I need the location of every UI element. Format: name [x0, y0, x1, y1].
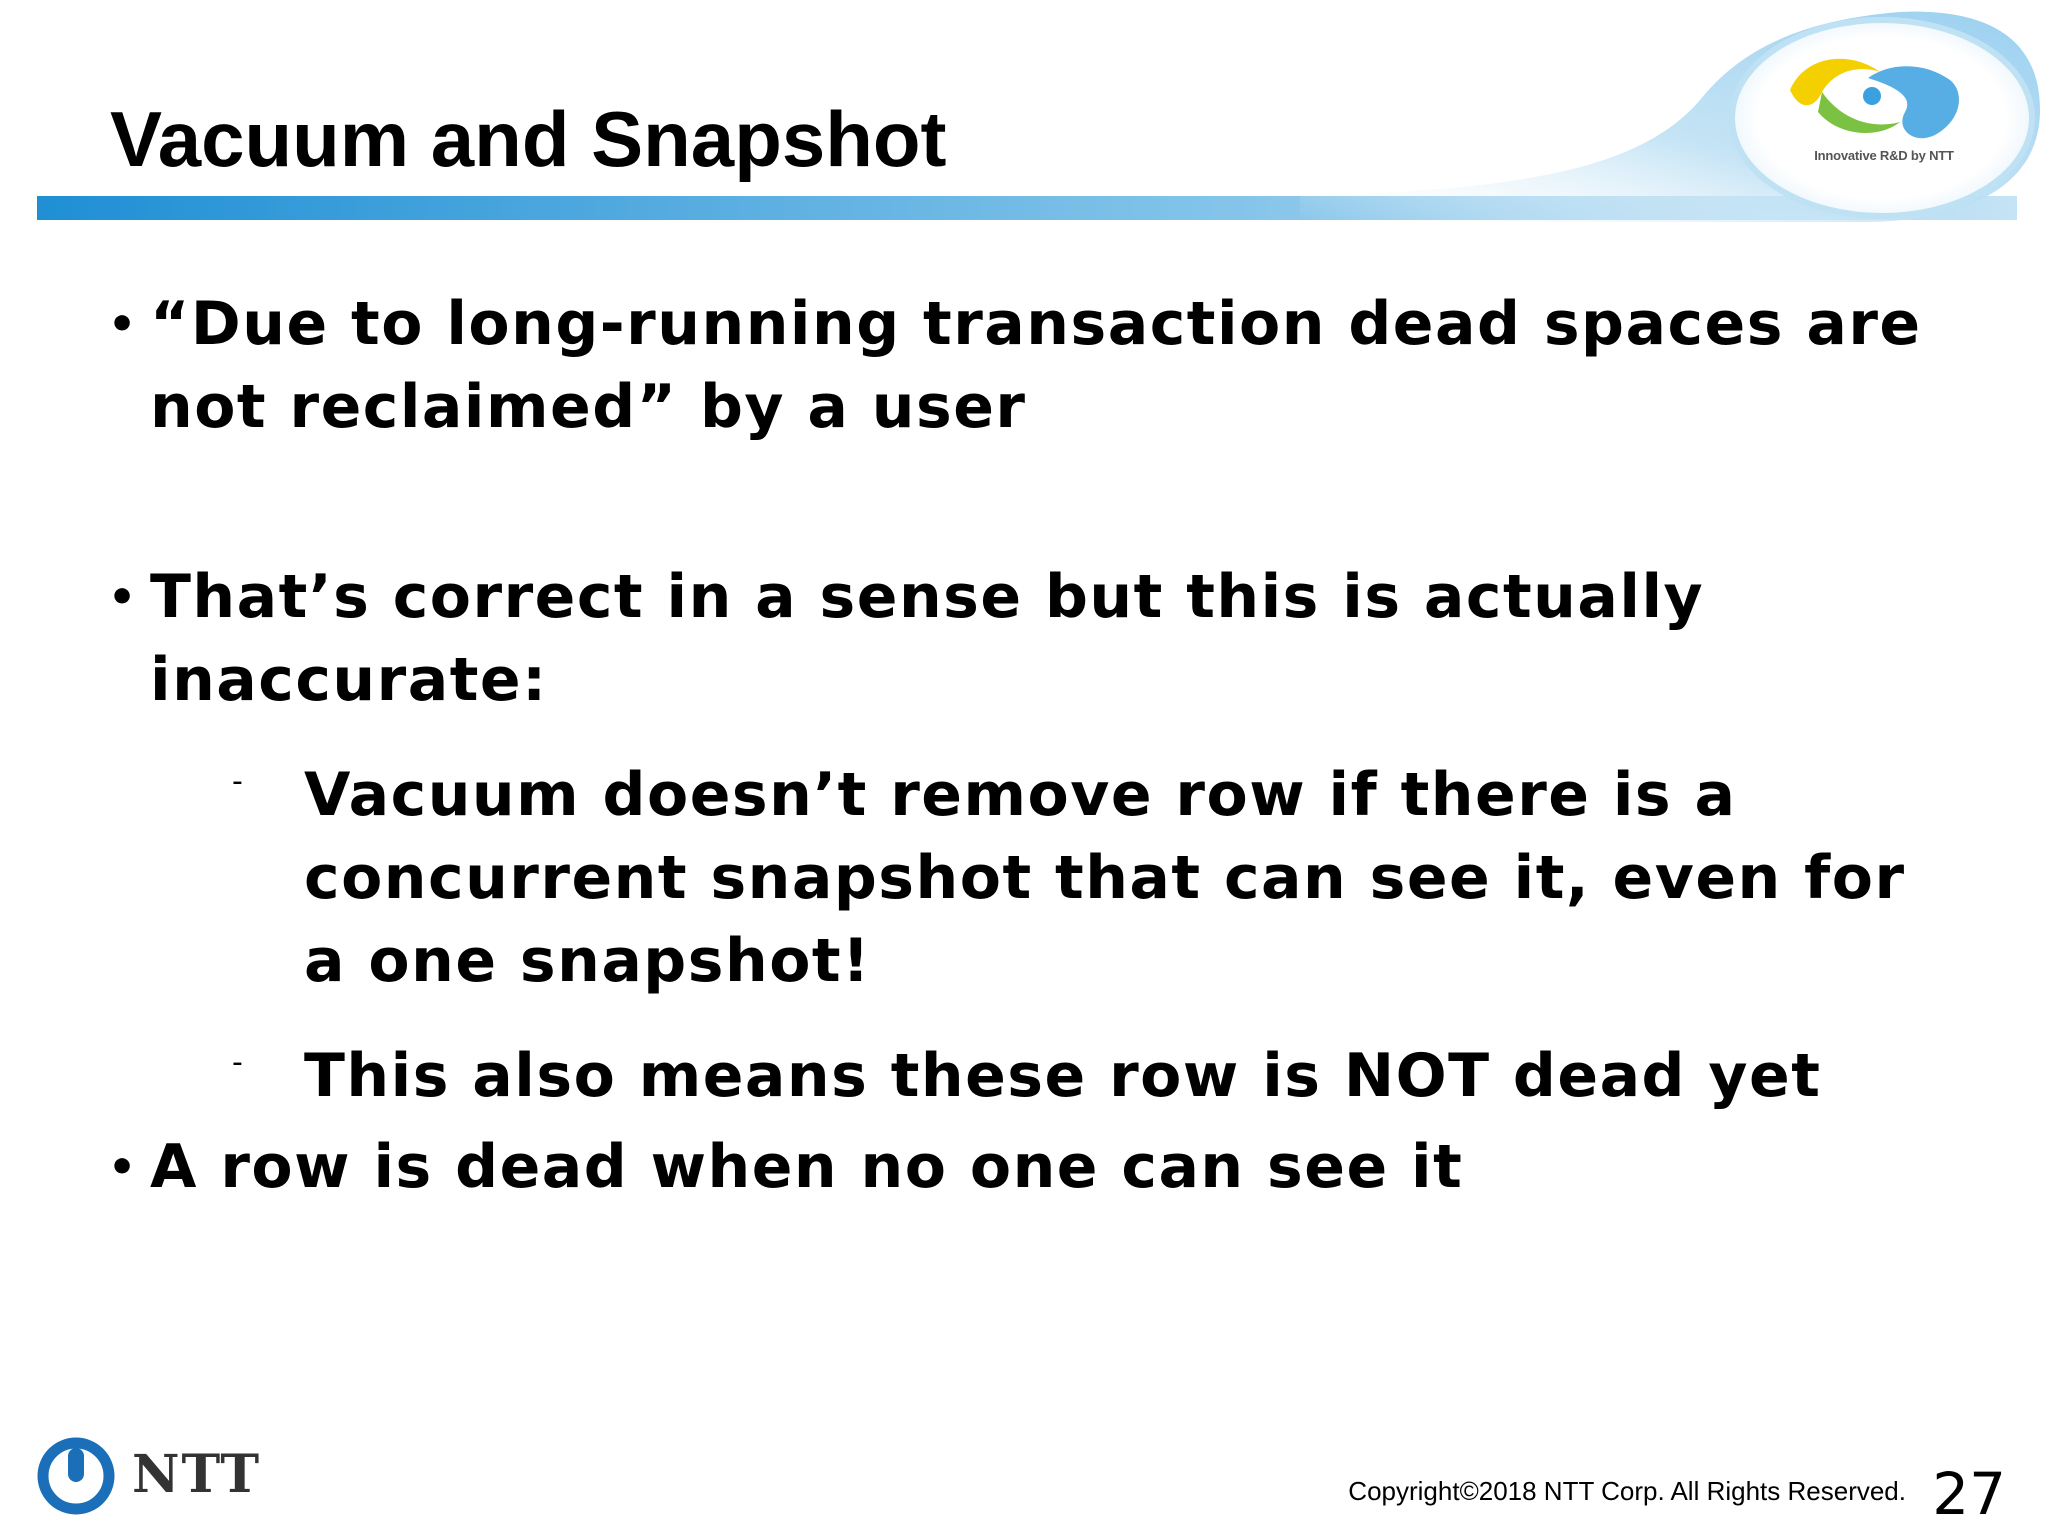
ntt-ring-logo-icon — [36, 1436, 116, 1516]
ntt-logo — [36, 1436, 262, 1516]
badge-caption: Innovative R&D by NTT — [1814, 148, 1954, 163]
ntt-wordmark: NTT — [132, 1444, 262, 1505]
bullet-icon: • — [108, 572, 138, 623]
dash-icon: - — [232, 764, 245, 799]
dash-icon: - — [232, 1045, 245, 1080]
bullet-icon: • — [108, 1142, 138, 1193]
bullet-text: That’s correct in a sense but this is actually inaccurate: — [150, 562, 1705, 715]
page-number: 27 — [1932, 1460, 2006, 1528]
sub-bullet-text: This also means these row is NOT dead yet — [304, 1041, 1822, 1111]
bullet-item — [108, 1126, 1938, 1209]
bullet-text: “Due to long-running transaction dead spaces are not reclaimed” by a user — [150, 289, 1922, 442]
slide-title: Vacuum and Snapshot — [110, 95, 947, 183]
sub-bullet-item — [108, 754, 1938, 1003]
bullet-icon: • — [108, 299, 138, 350]
sub-bullet-text: Vacuum doesn’t remove row if there is a concurrent snapshot that can see it, even for a one snapshot! — [304, 760, 1906, 996]
copyright-text: Copyright©2018 NTT Corp. All Rights Reserved. — [1348, 1476, 1906, 1506]
bullet-text: A row is dead when no one can see it — [150, 1132, 1464, 1202]
bullet-item — [108, 556, 1938, 722]
bullet-item — [108, 283, 1938, 449]
slide-body — [108, 283, 1938, 1209]
sub-bullet-item — [108, 1035, 1938, 1118]
